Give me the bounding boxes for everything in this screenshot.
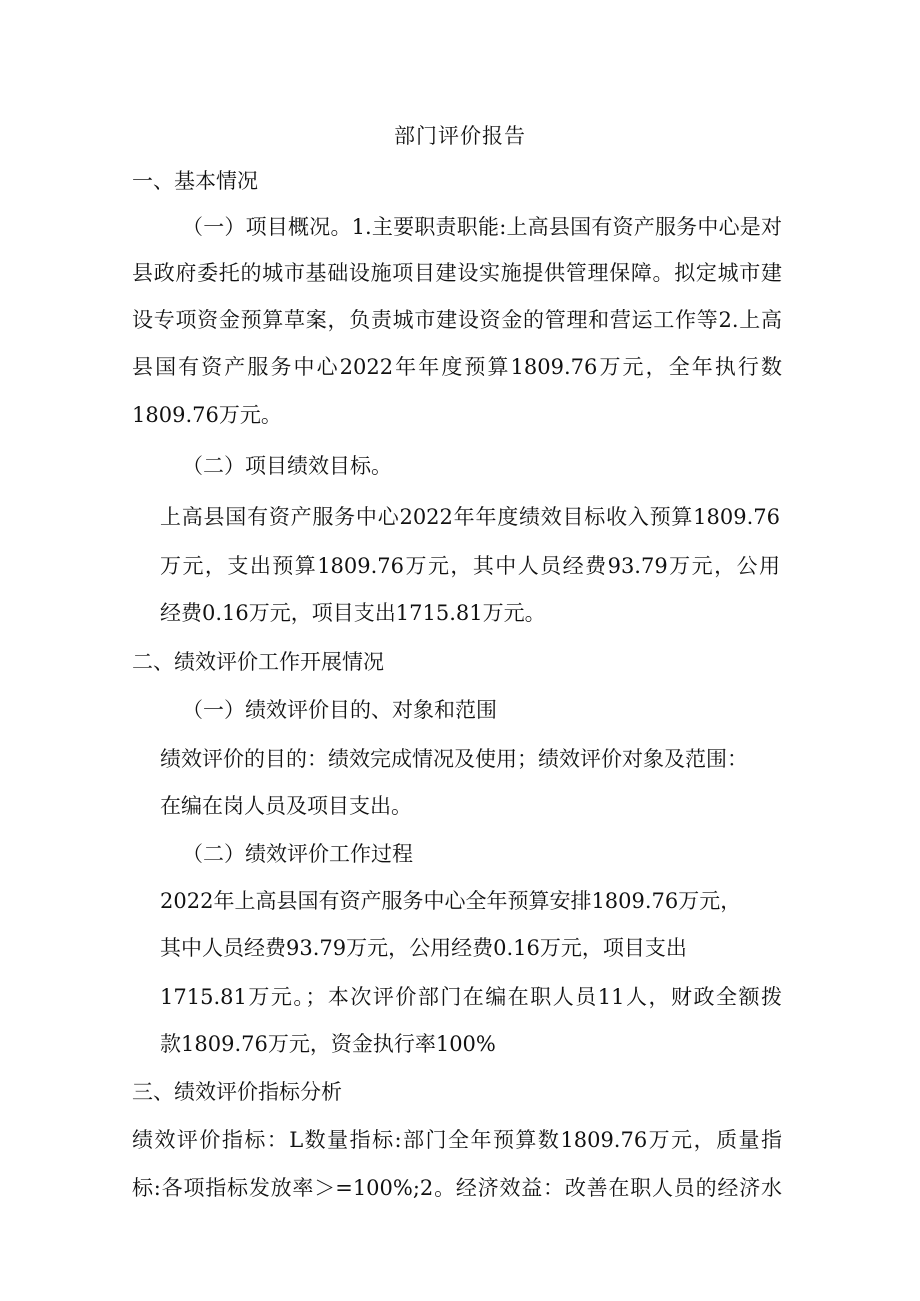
paragraph-line: （一）项目概况。1.主要职责职能:上高县国有资产服务中心是对 <box>182 215 782 239</box>
paragraph-line: 绩效评价的目的：绩效完成情况及使用；绩效评价对象及范围： <box>160 747 748 771</box>
section-heading-evaluation-work: 二、绩效评价工作开展情况 <box>132 650 384 674</box>
document-title: 部门评价报告 <box>394 124 526 148</box>
paragraph-line: 经费0.16万元，项目支出1715.81万元。 <box>160 601 546 625</box>
paragraph-line: 在编在岗人员及项目支出。 <box>160 794 412 818</box>
paragraph-line: 1715.81万元。；本次评价部门在编在职人员11人，财政全额拨 <box>160 985 782 1009</box>
paragraph-line: 款1809.76万元，资金执行率100% <box>160 1032 496 1056</box>
paragraph-line: 上高县国有资产服务中心2022年年度绩效目标收入预算1809.76 <box>160 505 780 529</box>
section-heading-basic-info: 一、基本情况 <box>132 169 258 193</box>
paragraph-line: 2022年上高县国有资产服务中心全年预算安排1809.76万元， <box>160 889 742 913</box>
paragraph-line: 标:各项指标发放率＞=100%;2。经济效益：改善在职人员的经济水 <box>132 1176 782 1200</box>
paragraph-line: 万元，支出预算1809.76万元，其中人员经费93.79万元，公用 <box>160 554 780 578</box>
paragraph-line: 设专项资金预算草案，负责城市建设资金的管理和营运工作等2.上高 <box>132 308 782 332</box>
subsection-heading-evaluation-scope: （一）绩效评价目的、对象和范围 <box>182 698 497 722</box>
subsection-heading-performance-goals: （二）项目绩效目标。 <box>182 454 392 478</box>
paragraph-line: 绩效评价指标：L数量指标:部门全年预算数1809.76万元，质量指 <box>132 1128 782 1152</box>
paragraph-line: 1809.76万元。 <box>132 403 282 427</box>
subsection-heading-evaluation-process: （二）绩效评价工作过程 <box>182 842 413 866</box>
paragraph-line: 县国有资产服务中心2022年年度预算1809.76万元，全年执行数 <box>132 355 782 379</box>
paragraph-line: 县政府委托的城市基础设施项目建设实施提供管理保障。拟定城市建 <box>132 261 782 285</box>
section-heading-indicator-analysis: 三、绩效评价指标分析 <box>132 1080 342 1104</box>
paragraph-line: 其中人员经费93.79万元，公用经费0.16万元，项目支出 <box>160 936 687 960</box>
